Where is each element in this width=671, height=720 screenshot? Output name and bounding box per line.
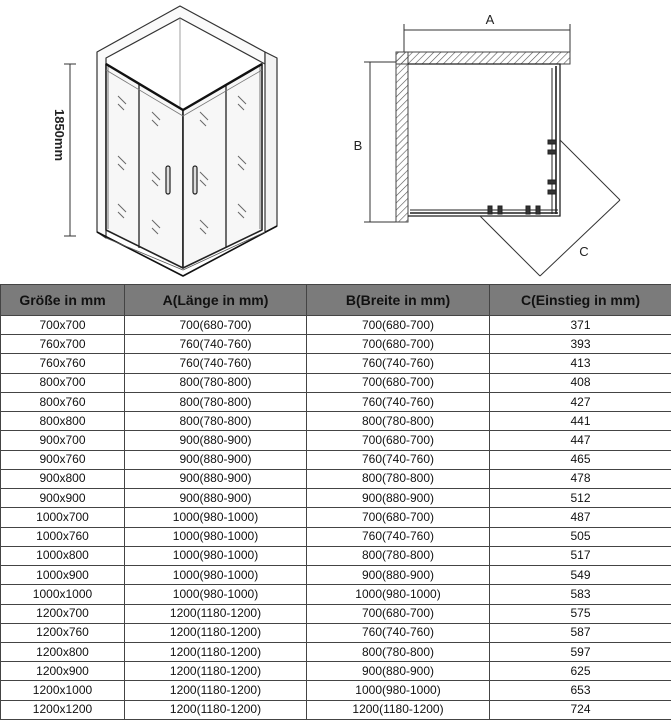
cell-size: 900x700 xyxy=(1,431,125,450)
height-label: 1850mm xyxy=(52,108,67,162)
cell-width-b: 760(740-760) xyxy=(307,450,490,469)
size-table xyxy=(0,284,671,720)
table-row xyxy=(1,585,671,604)
shower-enclosure-3d-drawing xyxy=(0,0,330,285)
cell-entry-c: 393 xyxy=(490,335,671,354)
cell-width-b: 900(880-900) xyxy=(307,662,490,681)
table-row xyxy=(1,527,671,546)
cell-length-a: 1000(980-1000) xyxy=(125,508,307,527)
cell-entry-c: 625 xyxy=(490,662,671,681)
cell-width-b: 760(740-760) xyxy=(307,623,490,642)
header-entry-c: C(Einstieg in mm) xyxy=(490,285,671,316)
table-body xyxy=(1,316,671,720)
cell-entry-c: 465 xyxy=(490,450,671,469)
cell-width-b: 700(680-700) xyxy=(307,335,490,354)
table-row xyxy=(1,623,671,642)
cell-length-a: 1000(980-1000) xyxy=(125,527,307,546)
cell-length-a: 1200(1180-1200) xyxy=(125,623,307,642)
label-c: C xyxy=(579,244,589,259)
top-wall xyxy=(396,52,570,64)
cell-length-a: 760(740-760) xyxy=(125,335,307,354)
cell-length-a: 1200(1180-1200) xyxy=(125,681,307,700)
cell-width-b: 700(680-700) xyxy=(307,508,490,527)
table-row xyxy=(1,373,671,392)
cell-length-a: 900(880-900) xyxy=(125,450,307,469)
left-door-handle xyxy=(166,166,170,194)
cell-size: 1200x1200 xyxy=(1,700,125,719)
table-row xyxy=(1,508,671,527)
header-length-a: A(Länge in mm) xyxy=(125,285,307,316)
table-row xyxy=(1,681,671,700)
cell-size: 1200x700 xyxy=(1,604,125,623)
header-size: Größe in mm xyxy=(1,285,125,316)
table-row xyxy=(1,431,671,450)
cell-width-b: 1200(1180-1200) xyxy=(307,700,490,719)
right-back-wall xyxy=(265,52,277,232)
cell-width-b: 900(880-900) xyxy=(307,489,490,508)
cell-width-b: 900(880-900) xyxy=(307,566,490,585)
dimension-b xyxy=(364,62,396,222)
cell-width-b: 700(680-700) xyxy=(307,316,490,335)
label-b: B xyxy=(353,138,363,153)
shower-plan-view-drawing xyxy=(330,0,671,285)
table-row xyxy=(1,700,671,719)
cell-size: 900x900 xyxy=(1,489,125,508)
cell-width-b: 800(780-800) xyxy=(307,546,490,565)
cell-size: 1000x900 xyxy=(1,566,125,585)
header-width-b: B(Breite in mm) xyxy=(307,285,490,316)
cell-entry-c: 371 xyxy=(490,316,671,335)
cell-size: 800x700 xyxy=(1,373,125,392)
table-row xyxy=(1,469,671,488)
left-glass-door xyxy=(106,64,183,268)
cell-size: 1000x1000 xyxy=(1,585,125,604)
cell-width-b: 1000(980-1000) xyxy=(307,585,490,604)
cell-size: 1200x800 xyxy=(1,642,125,661)
cell-size: 700x700 xyxy=(1,316,125,335)
cell-entry-c: 427 xyxy=(490,392,671,411)
table-row xyxy=(1,566,671,585)
cell-entry-c: 597 xyxy=(490,642,671,661)
left-wall xyxy=(396,52,408,222)
cell-size: 900x760 xyxy=(1,450,125,469)
cell-length-a: 700(680-700) xyxy=(125,316,307,335)
cell-size: 1200x900 xyxy=(1,662,125,681)
cell-width-b: 700(680-700) xyxy=(307,431,490,450)
table-row xyxy=(1,316,671,335)
cell-width-b: 700(680-700) xyxy=(307,604,490,623)
table-row xyxy=(1,392,671,411)
cell-size: 760x760 xyxy=(1,354,125,373)
cell-entry-c: 505 xyxy=(490,527,671,546)
cell-entry-c: 447 xyxy=(490,431,671,450)
cell-size: 1000x700 xyxy=(1,508,125,527)
cell-size: 1200x1000 xyxy=(1,681,125,700)
cell-width-b: 760(740-760) xyxy=(307,527,490,546)
cell-width-b: 760(740-760) xyxy=(307,392,490,411)
table-header-row xyxy=(1,285,671,316)
cell-length-a: 1000(980-1000) xyxy=(125,566,307,585)
cell-length-a: 800(780-800) xyxy=(125,373,307,392)
cell-length-a: 1200(1180-1200) xyxy=(125,604,307,623)
cell-length-a: 900(880-900) xyxy=(125,489,307,508)
table-row xyxy=(1,662,671,681)
cell-size: 760x700 xyxy=(1,335,125,354)
cell-entry-c: 587 xyxy=(490,623,671,642)
cell-entry-c: 512 xyxy=(490,489,671,508)
cell-entry-c: 413 xyxy=(490,354,671,373)
cell-width-b: 760(740-760) xyxy=(307,354,490,373)
cell-entry-c: 408 xyxy=(490,373,671,392)
cell-length-a: 900(880-900) xyxy=(125,469,307,488)
door-rollers xyxy=(488,140,556,214)
cell-size: 1000x800 xyxy=(1,546,125,565)
cell-length-a: 760(740-760) xyxy=(125,354,307,373)
cell-size: 1000x760 xyxy=(1,527,125,546)
table-row xyxy=(1,354,671,373)
cell-length-a: 1200(1180-1200) xyxy=(125,642,307,661)
table-row xyxy=(1,546,671,565)
right-door-handle xyxy=(193,166,197,194)
cell-entry-c: 549 xyxy=(490,566,671,585)
cell-width-b: 800(780-800) xyxy=(307,412,490,431)
table-row xyxy=(1,489,671,508)
table-row xyxy=(1,642,671,661)
cell-length-a: 800(780-800) xyxy=(125,412,307,431)
cell-entry-c: 583 xyxy=(490,585,671,604)
cell-entry-c: 478 xyxy=(490,469,671,488)
table-row xyxy=(1,412,671,431)
table-row xyxy=(1,604,671,623)
cell-size: 800x760 xyxy=(1,392,125,411)
table-row xyxy=(1,335,671,354)
cell-length-a: 800(780-800) xyxy=(125,392,307,411)
cell-entry-c: 653 xyxy=(490,681,671,700)
cell-size: 800x800 xyxy=(1,412,125,431)
cell-width-b: 800(780-800) xyxy=(307,642,490,661)
cell-width-b: 800(780-800) xyxy=(307,469,490,488)
cell-entry-c: 724 xyxy=(490,700,671,719)
table-row xyxy=(1,450,671,469)
cell-length-a: 900(880-900) xyxy=(125,431,307,450)
cell-length-a: 1000(980-1000) xyxy=(125,546,307,565)
cell-length-a: 1000(980-1000) xyxy=(125,585,307,604)
label-a: A xyxy=(485,12,495,27)
cell-entry-c: 487 xyxy=(490,508,671,527)
cell-entry-c: 575 xyxy=(490,604,671,623)
cell-entry-c: 517 xyxy=(490,546,671,565)
cell-entry-c: 441 xyxy=(490,412,671,431)
cell-size: 900x800 xyxy=(1,469,125,488)
cell-size: 1200x760 xyxy=(1,623,125,642)
cell-length-a: 1200(1180-1200) xyxy=(125,700,307,719)
cell-width-b: 700(680-700) xyxy=(307,373,490,392)
cell-length-a: 1200(1180-1200) xyxy=(125,662,307,681)
cell-width-b: 1000(980-1000) xyxy=(307,681,490,700)
